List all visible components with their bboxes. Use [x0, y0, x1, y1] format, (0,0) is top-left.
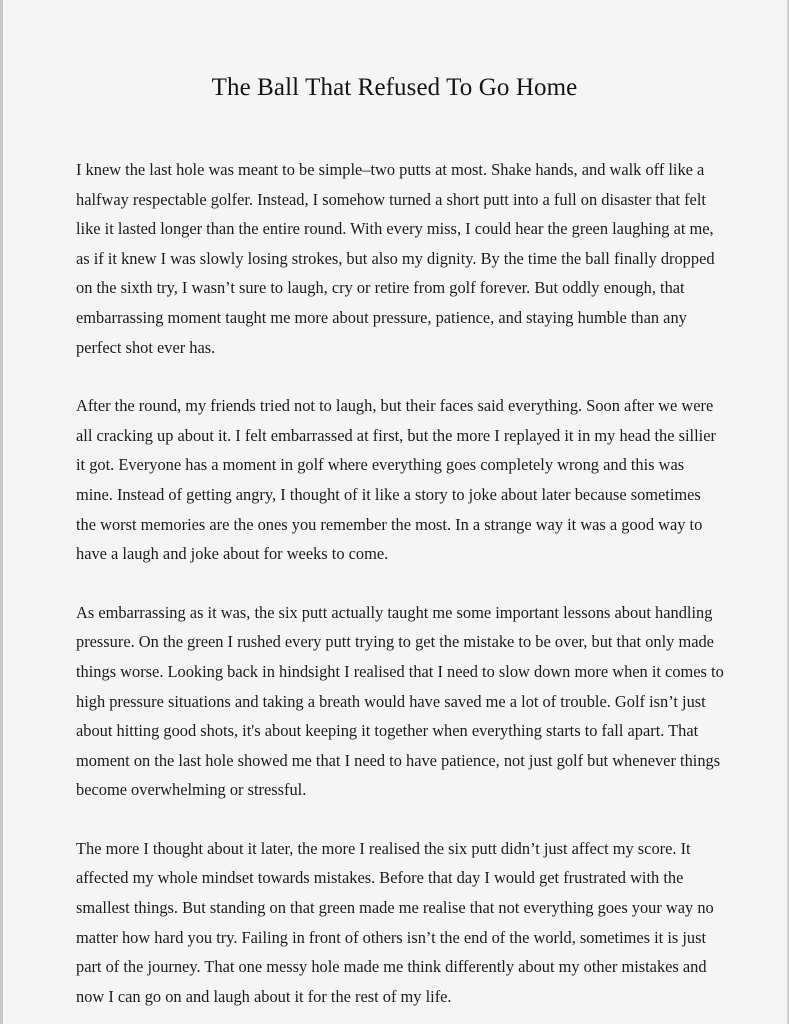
- paragraph-3: As embarrassing as it was, the six putt actually taught me some important lessons about handling pressure. On the green I rushed every putt trying to get the mistake to be over, but that only made things worse. Looking back in hindsight I realised that I need to slow down more when it comes to high pressure situations and taking a breath would have saved me a lot of trouble. Golf isn’t just about hitting good shots, it's about keeping it together when everything starts to fall apart. That moment on the last hole showed me that I need to have patience, not just golf but whenever things become overwhelming or stressful.: [76, 602, 724, 800]
- paragraph-1: I knew the last hole was meant to be simple–two putts at most. Shake hands, and walk off like a halfway respectable golfer. Instead, I somehow turned a short putt into a full on disaster that felt like it lasted longer than the entire round. With every miss, I could hear the green laughing at me, as if it knew I was slowly losing strokes, but also my dignity. By the time the ball finally dropped on the sixth try, I wasn’t sure to laugh, cry or retire from golf forever. But oddly enough, that embarrassing moment taught me more about pressure, patience, and staying humble than any perfect shot ever has.: [76, 160, 715, 357]
- paragraph-2: After the round, my friends tried not to laugh, but their faces said everything. Soon after we were all cracking up about it. I felt embarrassed at first, but the more I replayed it in my head the sillier it got. Everyone has a moment in golf where everything goes completely wrong and this was mine. Instead of getting angry, I thought of it like a story to joke about later because sometimes the worst memories are the ones you remember the most. In a strange way it was a good way to have a laugh and joke about for weeks to come.: [76, 396, 716, 564]
- paragraph-4: The more I thought about it later, the more I realised the six putt didn’t just affect my score. It affected my whole mindset towards mistakes. Before that day I would get frustrated with the smallest things. But standing on that green made me realise that not everything goes your way no matter how hard you try. Failing in front of others isn’t the end of the world, sometimes it is just part of the journey. That one messy hole made me think differently about my other mistakes and now I can go on and laugh about it for the rest of my life.: [76, 838, 714, 1006]
- document-body: [76, 155, 724, 1024]
- page-edge-left: [0, 0, 3, 1024]
- document-title: The Ball That Refused To Go Home: [211, 74, 578, 101]
